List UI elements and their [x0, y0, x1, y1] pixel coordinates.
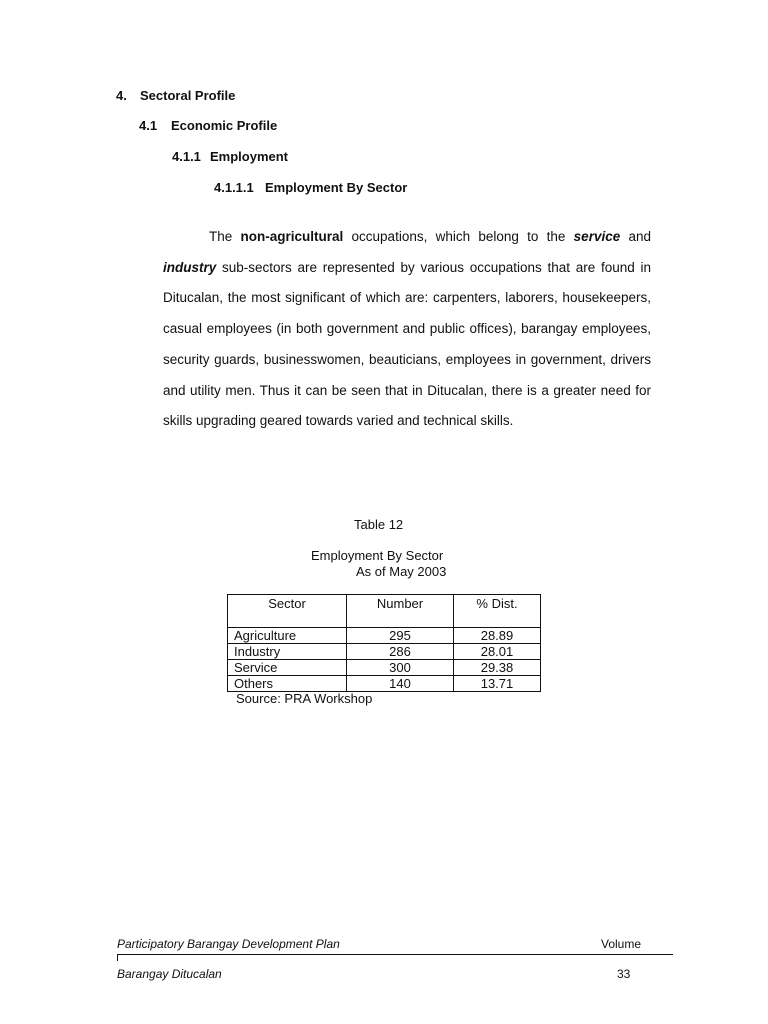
- footer-title: Participatory Barangay Development Plan: [117, 937, 340, 951]
- heading-text: Economic Profile: [171, 118, 278, 133]
- body-paragraph: [163, 222, 651, 437]
- table-row: [228, 660, 541, 676]
- percent-cell: 29.38: [454, 660, 541, 676]
- paragraph-emphasis: non-agricultural: [240, 229, 344, 244]
- table-title: Employment By Sector: [311, 548, 444, 563]
- sector-cell: Service: [228, 660, 347, 676]
- heading-text: Employment By Sector: [265, 180, 408, 195]
- heading-number: 4.: [116, 88, 127, 103]
- page-number: 33: [617, 967, 631, 981]
- footer-volume: Volume: [601, 937, 642, 951]
- number-cell: 286: [347, 644, 454, 660]
- table-label: Table 12: [354, 517, 404, 532]
- table-subtitle: As of May 2003: [356, 564, 447, 579]
- paragraph-emphasis: industry: [163, 259, 217, 275]
- heading-number: 4.1.1: [172, 149, 201, 164]
- sector-cell: Others: [228, 676, 347, 692]
- column-header-percent: % Dist.: [454, 595, 541, 628]
- heading-employment-by-sector: [214, 180, 407, 195]
- percent-cell: 28.89: [454, 628, 541, 644]
- table-row: [228, 644, 541, 660]
- heading-text: Employment: [210, 149, 289, 164]
- table-row: [228, 676, 541, 692]
- table-header-row: [228, 595, 541, 628]
- sector-cell: Agriculture: [228, 628, 347, 644]
- sector-cell: Industry: [228, 644, 347, 660]
- paragraph-text: and: [620, 229, 651, 244]
- column-header-number: Number: [347, 595, 454, 628]
- number-cell: 140: [347, 676, 454, 692]
- number-cell: 300: [347, 660, 454, 676]
- heading-employment: [172, 149, 288, 164]
- heading-sectoral-profile: [116, 88, 235, 103]
- number-cell: 295: [347, 628, 454, 644]
- paragraph-text: The: [209, 229, 241, 244]
- footer-location: Barangay Ditucalan: [117, 967, 222, 981]
- paragraph-text: sub-sectors are represented by various occupations that are found in Ditucalan, the most significant of which are: carpenters, laborers, housekeepers, casual employees (in both government and public offices), barangay employees, security guards, businesswomen, beauticians, employees in government, drivers and utility men. Thus it can be seen that in Ditucalan, there is a greater need for skills upgrading geared towards varied and technical skills.: [163, 259, 651, 429]
- paragraph-text: occupations, which belong to the: [343, 229, 574, 244]
- paragraph-emphasis: service: [573, 229, 621, 244]
- heading-number: 4.1: [139, 118, 158, 133]
- percent-cell: 28.01: [454, 644, 541, 660]
- heading-text: Sectoral Profile: [140, 88, 236, 103]
- heading-number: 4.1.1.1: [214, 180, 254, 195]
- table-source: Source: PRA Workshop: [236, 691, 373, 706]
- footer-divider: [117, 954, 673, 955]
- percent-cell: 13.71: [454, 676, 541, 692]
- footer-divider-tick: [117, 954, 118, 961]
- heading-economic-profile: [139, 118, 277, 133]
- column-header-sector: Sector: [228, 595, 347, 628]
- table-row: [228, 628, 541, 644]
- employment-table: [227, 594, 541, 692]
